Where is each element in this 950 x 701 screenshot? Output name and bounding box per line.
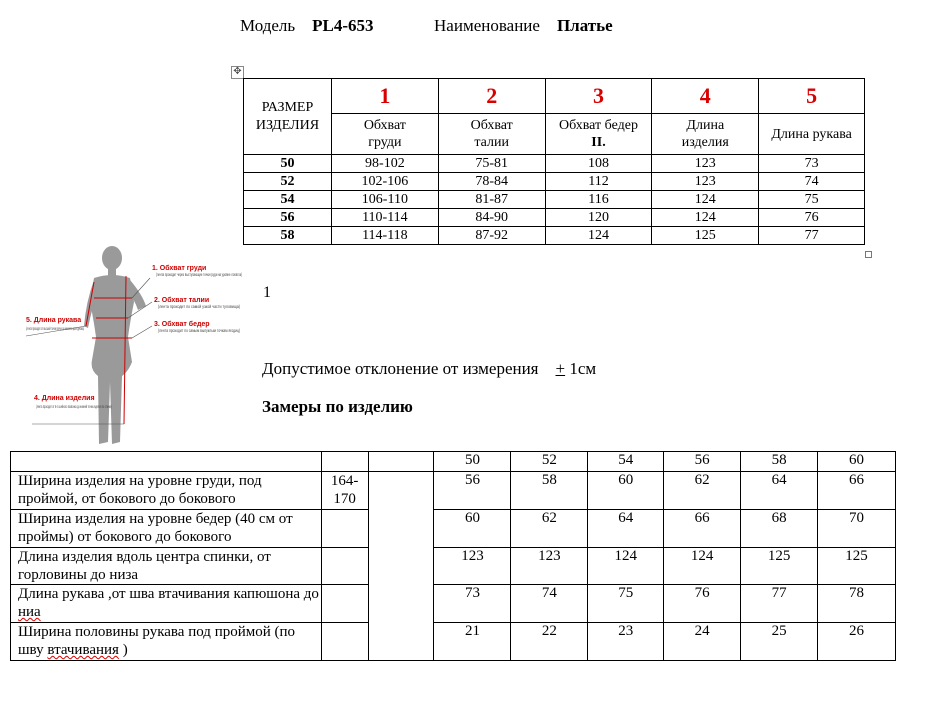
table-header-row [11,452,896,472]
column-header-waist: Обхват талии [438,114,545,155]
document-header [240,16,613,36]
spellcheck-word: втачивания [47,642,119,658]
row-label: Ширина изделия на уровне груди, под проймой, от бокового до бокового [11,472,322,510]
column-number: 2 [438,79,545,114]
column-number: 5 [759,79,865,114]
name-value: Платье [556,16,613,35]
body-measurement-figure [22,242,262,452]
size-header-cell [244,79,332,155]
table-row: 50 98-102 75-81 108 123 73 [244,155,865,173]
blank-cell [368,472,434,661]
model-label: Модель [240,16,296,35]
tolerance-value: 1см [569,359,597,378]
tolerance-text: Допустимое отклонение от измерения [262,359,539,378]
figure-label-hips: 3. Обхват бедер [154,321,210,328]
column-number: 4 [652,79,759,114]
size-header: 58 [741,452,818,472]
column-header-sleeve: Длина рукава [759,114,865,155]
row-label: Длина изделия вдоль центра спинки, от горловины до низа [11,548,322,585]
table-row: Ширина изделия на уровне бедер (40 см от проймы) от бокового до бокового 60 62 64 66 68 70 [11,510,896,548]
figure-label-waist: 2. Обхват талии [154,297,210,304]
measurements-title: Замеры по изделию [262,397,413,416]
size-header-text: РАЗМЕР ИЗДЕЛИЯ [255,99,320,133]
figure-label-length: 4. Длина изделия [34,395,95,402]
row-label: Ширина половины рукава под проймой (по шву втачивания ) [11,623,322,661]
model-value: PL4-653 [312,16,374,35]
size-header: 52 [511,452,588,472]
figure-label-chest: 1. Обхват груди [152,265,207,272]
table-row: Длина изделия вдоль центра спинки, от горловины до низа 123 123 124 124 125 125 [11,548,896,585]
table-row: 56 110-114 84-90 120 124 76 [244,209,865,227]
column-header-hips-text: Обхват бедер [559,118,638,133]
table-row: 54 106-110 81-87 116 124 75 [244,191,865,209]
table-resize-handle-icon[interactable] [865,251,872,258]
figure-note-length [36,403,112,409]
figure-note-waist: (лента проходит по самой узкой части туловища) [158,304,262,309]
tolerance-line [262,359,596,379]
table-row: 58 114-118 87-92 124 125 77 [244,227,865,245]
size-header: 50 [434,452,511,472]
figure-note-chest: (лента проходит через выступающие точки груди на уровне лопаток) [156,272,243,277]
column-header-hips-suffix: II. [591,135,606,150]
figure-note-hips: (лента проходит по самым выпуклым точкам ягодиц) [158,328,241,333]
spellcheck-word: ниа [18,604,41,620]
column-header-length: Длина изделия [652,114,759,155]
size-header: 60 [818,452,896,472]
table-row: Ширина половины рукава под проймой (по шву втачивания ) 21 22 23 24 25 26 [11,623,896,661]
marker-text: 1 [263,284,271,301]
table-row: Ширина изделия на уровне груди, под проймой, от бокового до бокового 164-170 56 58 60 62 64 66 [11,472,896,510]
height-cell: 164-170 [321,472,368,510]
figure-label-sleeve: 5. Длина рукава [26,317,82,324]
column-header-chest: Обхват груди [331,114,438,155]
column-number: 3 [545,79,652,114]
column-header-hips [545,114,652,155]
table-row: Длина рукава ,от шва втачивания капюшона до ниа 73 74 75 76 77 78 [11,585,896,623]
size-table [243,78,865,245]
size-header: 56 [664,452,741,472]
garment-measurement-table [10,451,896,661]
column-number: 1 [331,79,438,114]
name-label: Наименование [434,16,540,35]
tolerance-plus-minus: + [555,359,566,378]
table-move-handle-icon[interactable]: ✥ [231,66,244,79]
row-label: Ширина изделия на уровне бедер (40 см от проймы) от бокового до бокового [11,510,322,548]
table-row: 52 102-106 78-84 112 123 74 [244,173,865,191]
mannequin-silhouette [84,246,146,444]
figure-note-sleeve: (лента проходит от высшей точки плеча до нижнего края рукава) [26,326,162,331]
row-label: Длина рукава ,от шва втачивания капюшона до ниа [11,585,322,623]
size-header: 54 [588,452,664,472]
